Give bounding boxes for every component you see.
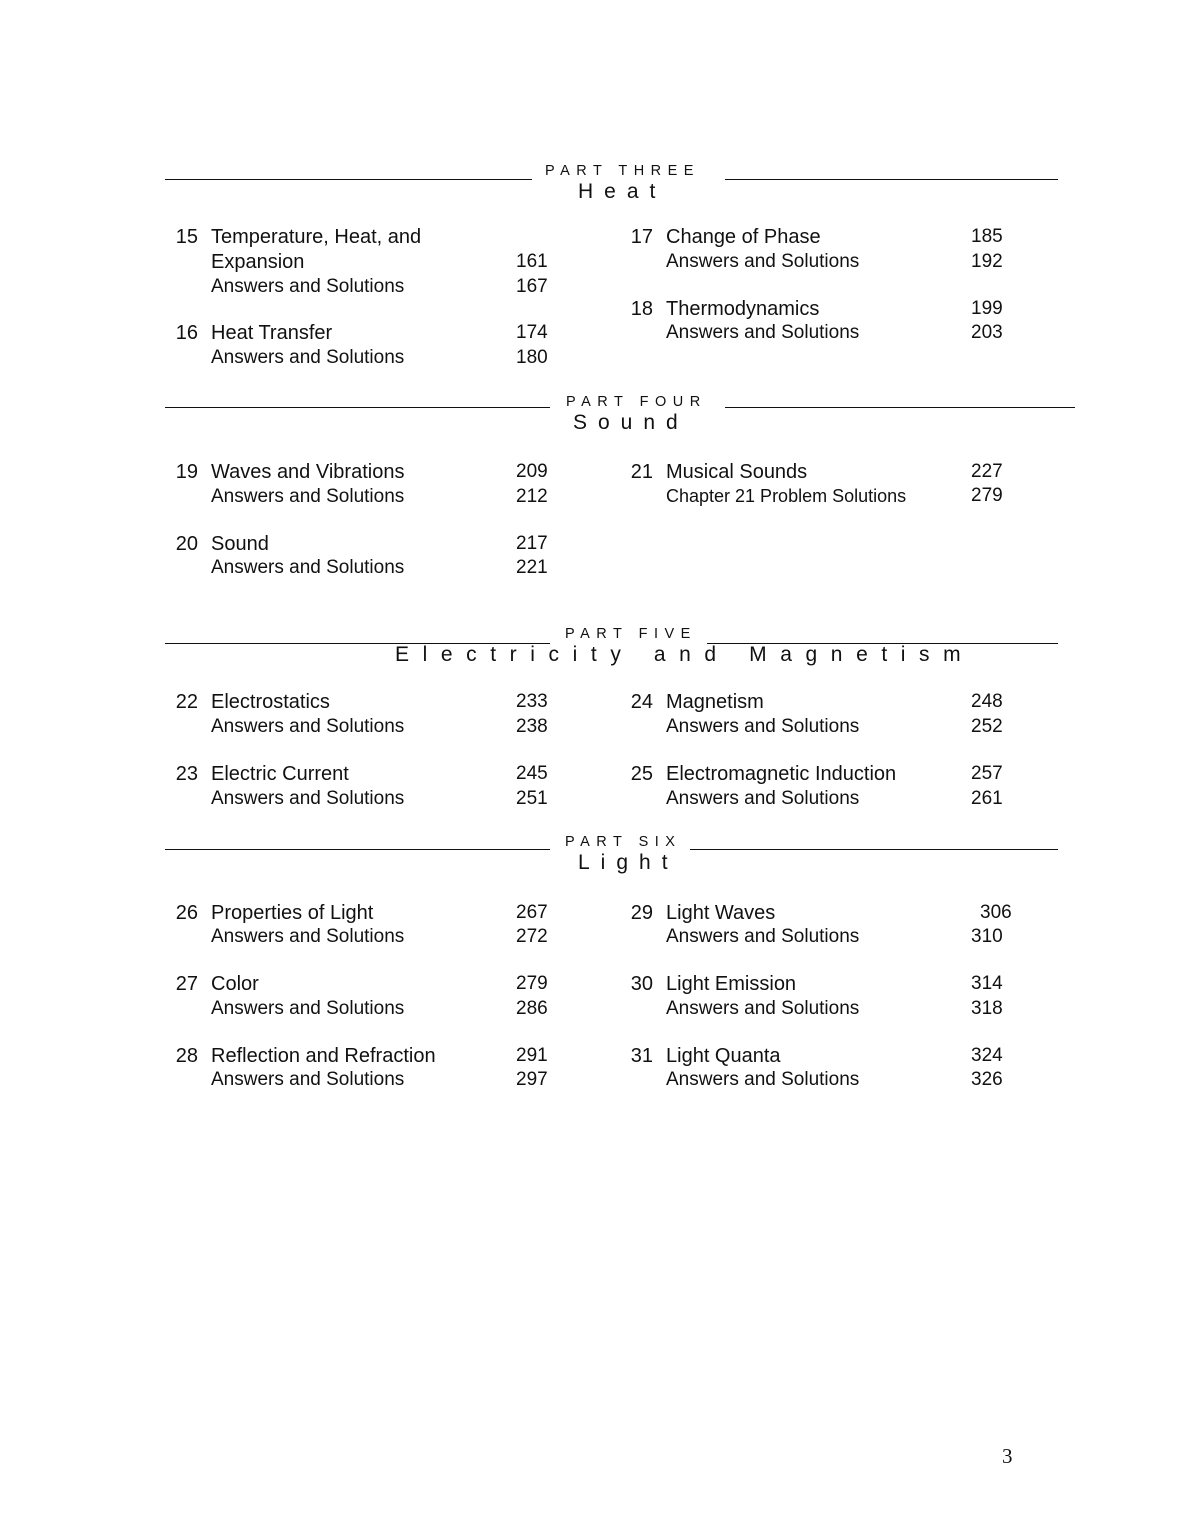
divider-left (165, 407, 550, 408)
page-number: 3 (1002, 1444, 1013, 1468)
part-six-header (0, 832, 1190, 892)
part-title: Light (578, 851, 679, 874)
part-title: Electricity and Magnetism (395, 643, 975, 666)
divider-right (690, 849, 1058, 850)
part-title: Sound (573, 411, 689, 434)
part-title: Heat (578, 180, 667, 203)
divider-left (165, 849, 550, 850)
part-label: PART FOUR (566, 394, 707, 410)
part-label: PART SIX (565, 834, 682, 850)
part-three-header (0, 160, 1190, 220)
part-label: PART THREE (545, 163, 700, 179)
divider-left (165, 179, 532, 180)
divider-right (725, 179, 1058, 180)
part-four-header (0, 392, 1190, 452)
part-five-header (0, 624, 1190, 684)
divider-right (725, 407, 1075, 408)
part-label: PART FIVE (565, 626, 697, 642)
